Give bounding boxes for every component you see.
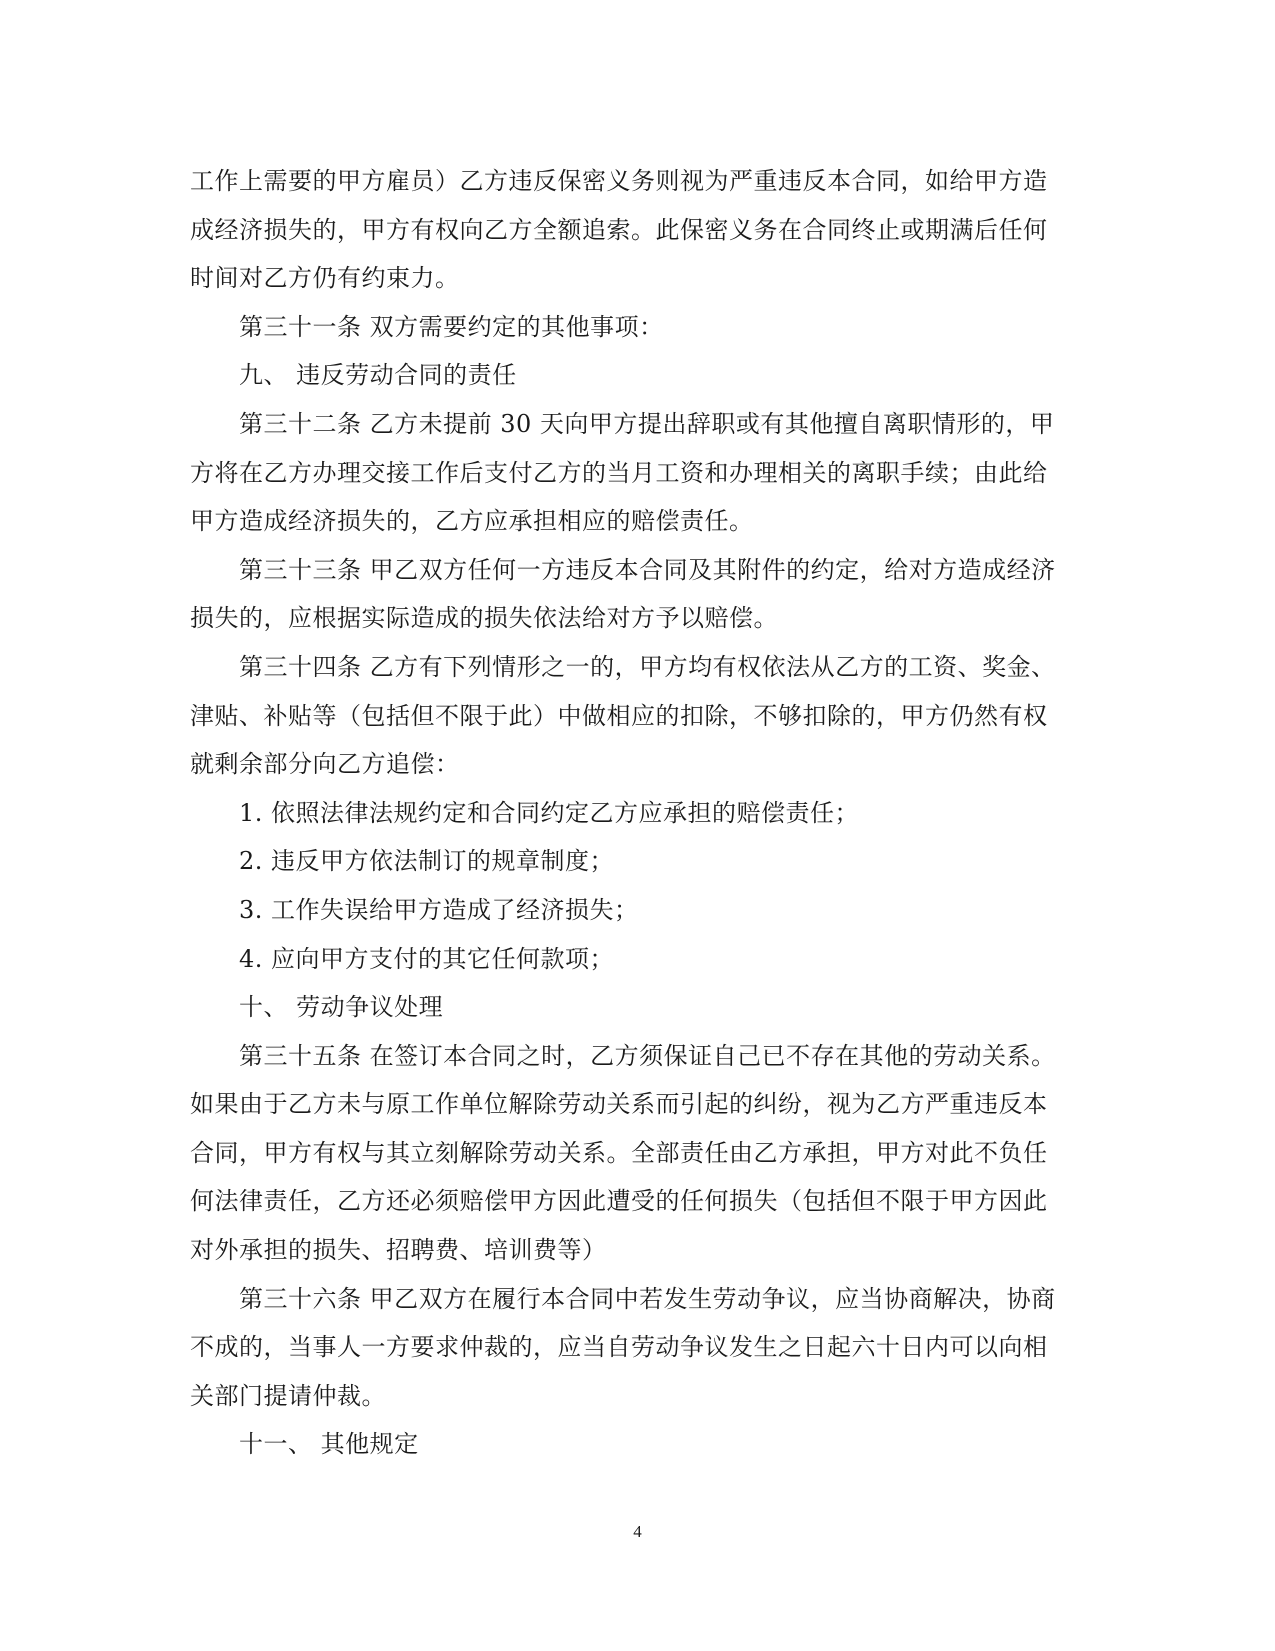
document-body	[190, 157, 1090, 1469]
text-line: 对外承担的损失、招聘费、培训费等）	[190, 1236, 607, 1265]
list-item: 3. 工作失误给甲方造成了经济损失；	[239, 895, 639, 924]
text-line: 工作上需要的甲方雇员）乙方违反保密义务则视为严重违反本合同，如给甲方造	[190, 167, 1048, 195]
text-line: 关部门提请仲裁。	[190, 1381, 386, 1410]
list-item: 4. 应向甲方支付的其它任何款项；	[239, 944, 615, 973]
text-line: 方将在乙方办理交接工作后支付乙方的当月工资和办理相关的离职手续；由此给	[190, 458, 1048, 487]
page-number: 4	[633, 1522, 642, 1541]
text-line: 何法律责任，乙方还必须赔偿甲方因此遭受的任何损失（包括但不限于甲方因此	[190, 1187, 1048, 1216]
list-item: 1. 依照法律法规约定和合同约定乙方应承担的赔偿责任；	[239, 798, 860, 827]
text-line: 就剩余部分向乙方追偿：	[190, 750, 460, 779]
text-line: 时间对乙方仍有约束力。	[190, 264, 460, 293]
text-line: 津贴、补贴等（包括但不限于此）中做相应的扣除，不够扣除的，甲方仍然有权	[190, 701, 1048, 730]
text-line: 如果由于乙方未与原工作单位解除劳动关系而引起的纠纷，视为乙方严重违反本	[190, 1090, 1048, 1119]
section-11-heading: 十一、 其他规定	[239, 1430, 419, 1459]
list-item: 2. 违反甲方依法制订的规章制度；	[239, 847, 615, 876]
article-32-line: 第三十二条 乙方未提前 30 天向甲方提出辞职或有其他擅自离职情形的，甲	[239, 409, 1055, 438]
section-10-heading: 十、 劳动争议处理	[239, 993, 444, 1022]
article-36-line: 第三十六条 甲乙双方在履行本合同中若发生劳动争议，应当协商解决，协商	[239, 1284, 1056, 1313]
text-line: 成经济损失的，甲方有权向乙方全额追索。此保密义务在合同终止或期满后任何	[190, 215, 1048, 244]
article-31-heading: 第三十一条 双方需要约定的其他事项：	[239, 312, 664, 341]
section-9-heading: 九、 违反劳动合同的责任	[239, 361, 517, 390]
text-line: 合同，甲方有权与其立刻解除劳动关系。全部责任由乙方承担，甲方对此不负任	[190, 1138, 1048, 1167]
article-35-line: 第三十五条 在签订本合同之时，乙方须保证自己已不存在其他的劳动关系。	[239, 1041, 1056, 1070]
article-34-line: 第三十四条 乙方有下列情形之一的，甲方均有权依法从乙方的工资、奖金、	[239, 652, 1056, 681]
text-line: 不成的，当事人一方要求仲裁的，应当自劳动争议发生之日起六十日内可以向相	[190, 1333, 1048, 1362]
text-line: 甲方造成经济损失的，乙方应承担相应的赔偿责任。	[190, 507, 754, 536]
text-line: 损失的，应根据实际造成的损失依法给对方予以赔偿。	[190, 604, 778, 633]
article-33-line: 第三十三条 甲乙双方任何一方违反本合同及其附件的约定，给对方造成经济	[239, 555, 1056, 584]
